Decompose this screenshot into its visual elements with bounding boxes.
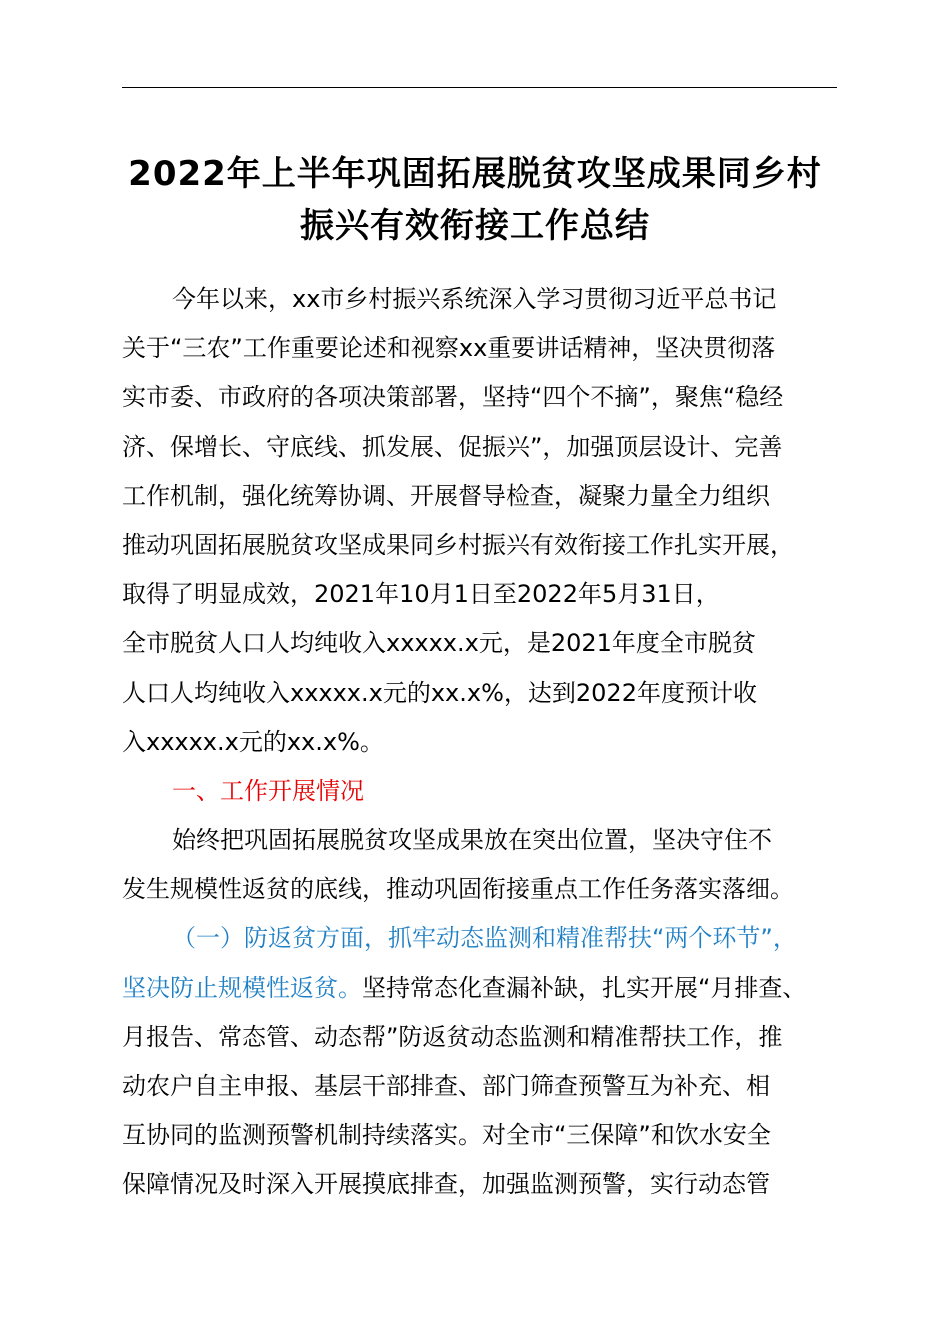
subsection-mixed-line [122,964,882,1013]
subsection-body-line: 月报告、常态管、动态帮”防返贫动态监测和精准帮扶工作，推 [122,1022,783,1051]
intro-line: 全市脱贫人口人均纯收入xxxxx.x元，是2021年度全市脱贫 [122,629,756,658]
intro-line: 工作机制，强化统筹协调、开展督导检查，凝聚力量全力组织 [122,481,770,510]
intro-line: 人口人均纯收入xxxxx.x元的xx.x%，达到2022年度预计收 [122,678,757,707]
title-line-1: 2022年上半年巩固拓展脱贫攻坚成果同乡村 [128,154,822,194]
subsection-body-line: 动农户自主申报、基层干部排查、部门筛查预警互为补充、相 [122,1072,770,1100]
section-body-line: 始终把巩固拓展脱贫攻坚成果放在突出位置，坚决守住不 [172,826,772,855]
section-body-line: 发生规模性返贫的底线，推动巩固衔接重点工作任务落实落细。 [122,875,794,904]
intro-line: 济、保增长、守底线、抓发展、促振兴”，加强顶层设计、完善 [122,432,783,461]
header-rule [122,87,837,88]
intro-line: 推动巩固拓展脱贫攻坚成果同乡村振兴有效衔接工作扎实开展， [122,530,794,559]
document-title [100,148,850,252]
intro-line: 入xxxxx.x元的xx.x%。 [122,727,384,756]
subsection-heading-end: 坚决防止规模性返贫。 [122,973,362,1002]
subsection-body-line: 互协同的监测预警机制持续落实。对全市“三保障”和饮水安全 [122,1121,771,1150]
intro-line: 关于“三农”工作重要论述和视察xx重要讲话精神，坚决贯彻落 [122,334,776,363]
intro-line: 今年以来，xx市乡村振兴系统深入学习贯彻习近平总书记 [172,285,777,313]
intro-line: 取得了明显成效，2021年10月1日至2022年5月31日， [122,580,720,609]
section-heading: 一、工作开展情况 [172,776,364,805]
intro-line: 实市委、市政府的各项决策部署，坚持“四个不摘”，聚焦“稳经 [122,383,784,412]
subsection-body-line: 保障情况及时深入开展摸底排查，加强监测预警，实行动态管 [122,1170,770,1199]
subsection-heading: （一）防返贫方面，抓牢动态监测和精准帮扶“两个环节”， [172,924,797,953]
document-body [122,275,882,1210]
subsection-body-start: 坚持常态化查漏补缺，扎实开展“月排查、 [362,973,807,1002]
title-line-2: 振兴有效衔接工作总结 [300,206,650,246]
